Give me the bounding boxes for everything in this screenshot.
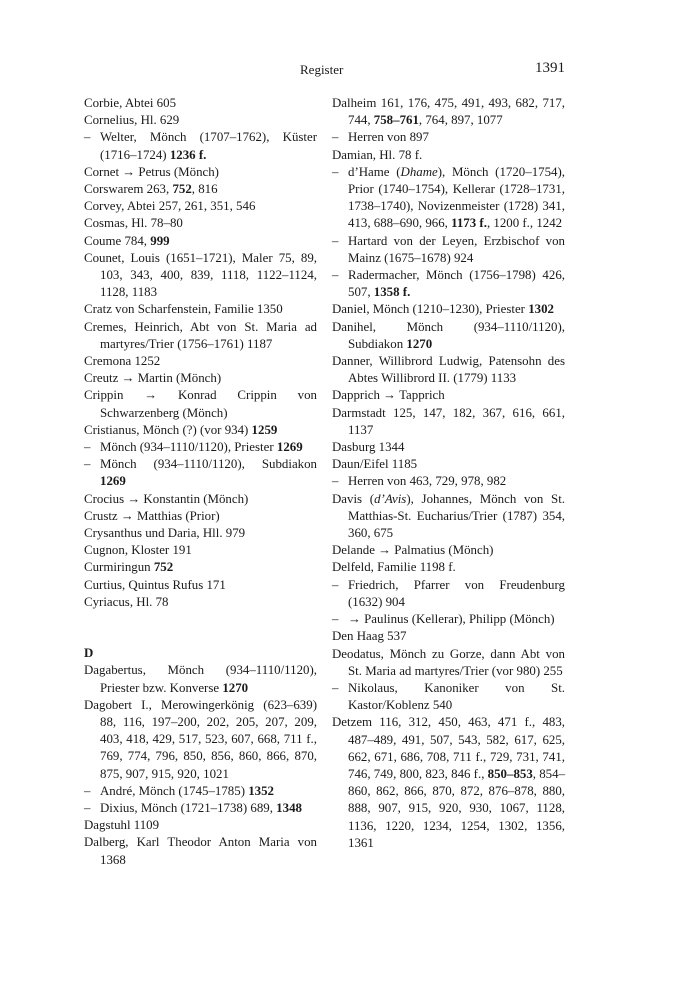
running-head: Register [300,62,344,77]
index-entry [84,95,317,112]
index-subentry: – d’Hame (Dhame), Mönch (1720–1754), Prior (1740–1754), Kellerar (1728–1731, 1738–1740), Novizenmeister (1728) 341, 413, 688–690, 966, 1173 f., 1200 f., 1242 [332,164,565,231]
entry-text: Crysanthus und Daria, Hll. 979 [84,526,246,541]
entry-text: Dalberg, Karl Theodor Anton Maria von 1368 [84,835,317,867]
index-entry [332,405,565,439]
entry-text: Dagabertus, Mönch (934–1110/1120), Priester bzw. Konverse 1270 [84,663,317,695]
index-entry [84,198,317,215]
index-entry [332,301,565,318]
index-entry [84,233,317,250]
index-subentry: – Friedrich, Pfarrer von Freudenburg (1632) 904 [332,577,565,609]
index-entry [84,697,317,783]
index-entry [332,456,565,473]
index-entry [332,714,565,852]
index-subentry: – Nikolaus, Kanoniker von St. Kastor/Koblenz 540 [332,680,565,713]
entry-text: Corswarem 263, 752, 816 [84,182,218,197]
index-entry [332,319,565,353]
index-entry [84,508,317,525]
entry-text: Welter, Mönch (1707–1762), Küster (1716–1724) 1236 f. [100,130,317,162]
index-column-right [332,95,565,852]
entry-text: Darmstadt 125, 147, 182, 367, 616, 661, 1137 [332,405,565,437]
entry-text: Danner, Willibrord Ludwig, Patensohn des Abtes Willibrord II. (1779) 1133 [332,354,565,386]
index-entry [84,250,317,302]
entry-text: Danihel, Mönch (934–1110/1120), Subdiakon 1270 [332,319,565,351]
entry-text: Curmiringun 752 [84,560,174,575]
entry-text: Mönch (934–1110/1120), Subdiakon 1269 [100,457,317,489]
index-entry [84,353,317,370]
entry-text: Dagstuhl 1109 [84,818,160,833]
index-entry [332,439,565,456]
entry-text: Cornet → Petrus (Mönch) [84,164,219,179]
index-entry [332,542,565,559]
index-entry [332,95,565,129]
entry-text: Dixius, Mönch (1721–1738) 689, 1348 [100,800,302,815]
index-entry [84,834,317,868]
section-heading: D [84,646,94,661]
index-entry [332,353,565,387]
entry-text: Cugnon, Kloster 191 [84,543,192,558]
index-entry [84,542,317,559]
entry-text: Daniel, Mönch (1210–1230), Priester 1302 [332,302,554,317]
entry-text: Cratz von Scharfenstein, Familie 1350 [84,302,283,317]
entry-text: Damian, Hl. 78 f. [332,147,423,162]
entry-text: André, Mönch (1745–1785) 1352 [100,783,274,798]
entry-text: Counet, Louis (1651–1721), Maler 75, 89, 103, 343, 400, 839, 1118, 1122–1124, 1128, 1183 [84,250,317,300]
entry-text: Delfeld, Familie 1198 f. [332,560,456,575]
entry-text: Corbie, Abtei 605 [84,96,177,110]
index-entry [84,301,317,318]
entry-text: Delande → Palmatius (Mönch) [332,543,494,558]
entry-text: Cremona 1252 [84,354,161,369]
index-subentry: – Herren von 897 [332,130,429,145]
entry-text: Dagobert I., Merowingerkönig (623–639) 88, 116, 197–200, 202, 205, 207, 209, 403, 418, 429, 517, 523, 607, 668, 711 f., 769, 774, 796, 850, 856, 860, 866, 870, 875, 907, 915, 920, 1021 [84,697,317,781]
entry-text: Dasburg 1344 [332,440,405,455]
index-entry [84,319,317,353]
entry-text: Dapprich → Tapprich [332,388,445,403]
page-number: 1391 [535,60,565,76]
entry-text: Cosmas, Hl. 78–80 [84,216,183,231]
index-entry [84,112,317,129]
index-entry [332,491,565,543]
index-entry [84,422,317,439]
entry-text: Cornelius, Hl. 629 [84,113,180,128]
entry-text: Nikolaus, Kanoniker von St. Kastor/Koblenz 540 [348,680,565,713]
index-entry [84,559,317,576]
index-entry [84,662,317,696]
index-entry [332,147,565,164]
index-entry [84,594,317,611]
entry-text: Hartard von der Leyen, Erzbischof von Mainz (1675–1678) 924 [348,233,565,265]
entry-text: Mönch (934–1110/1120), Priester 1269 [100,440,303,455]
entry-text: Cremes, Heinrich, Abt von St. Maria ad martyres/Trier (1756–1761) 1187 [84,319,317,351]
index-subentry: – Hartard von der Leyen, Erzbischof von Mainz (1675–1678) 924 [332,233,565,265]
index-entry [84,164,317,181]
index-entry [332,628,565,645]
entry-text: Crippin → Konrad Crippin von Schwarzenberg (Mönch) [84,388,317,420]
index-entry [332,646,565,680]
entry-text: Davis (d’Avis), Johannes, Mönch von St. Matthias-St. Eucharius/Trier (1787) 354, 360, 675 [332,491,566,541]
index-subentry: – Mönch (934–1110/1120), Priester 1269 [84,440,303,455]
entry-text: Friedrich, Pfarrer von Freudenburg (1632) 904 [348,577,565,609]
index-entry [84,817,317,834]
entry-text: Radermacher, Mönch (1756–1798) 426, 507, 1358 f. [348,268,565,300]
entry-text: Cyriacus, Hl. 78 [84,594,169,609]
entry-text: → Paulinus (Kellerar), Philipp (Mönch) [348,612,555,627]
entry-text: Deodatus, Mönch zu Gorze, dann Abt von St. Maria ad martyres/Trier (vor 980) 255 [332,646,565,678]
entry-text: Curtius, Quintus Rufus 171 [84,577,226,592]
entry-text: Herren von 463, 729, 978, 982 [348,474,507,489]
entry-text: Detzem 116, 312, 450, 463, 471 f., 483, 487–489, 491, 507, 543, 582, 617, 625, 662, 671, 686, 708, 711 f., 729, 731, 741, 746, 749, 800, 823, 846 f., 850–853, 854–860, 862, 866, 870, 872, 876–878, 880, 888, 907, 915, 920, 930, 1067, 1128, 1136, 1220, 1234, 1254, 1302, 1356, 1361 [332,715,566,850]
entry-text: Cristianus, Mönch (?) (vor 934) 1259 [84,422,278,437]
index-subentry: – André, Mönch (1745–1785) 1352 [84,783,274,798]
index-entry [84,370,317,387]
entry-text: Daun/Eifel 1185 [332,457,418,472]
entry-text: Crocius → Konstantin (Mönch) [84,491,249,506]
index-column-left [84,95,317,869]
index-subentry: – Dixius, Mönch (1721–1738) 689, 1348 [84,800,302,815]
entry-text: d’Hame (Dhame), Mönch (1720–1754), Prior (1740–1754), Kellerar (1728–1731, 1738–1740), Novizenmeister (1728) 341, 413, 688–690, 966, 1173 f., 1200 f., 1242 [348,164,565,231]
index-entry [84,577,317,594]
entry-text: Dalheim 161, 176, 475, 491, 493, 682, 717, 744, 758–761, 764, 897, 1077 [332,96,565,128]
entry-text: Creutz → Martin (Mönch) [84,371,222,386]
index-subentry: – Mönch (934–1110/1120), Subdiakon 1269 [84,457,317,489]
index-entry [84,215,317,232]
entry-text: Crustz → Matthias (Prior) [84,508,220,523]
index-entry [84,525,317,542]
index-entry [84,181,317,198]
index-entry [84,387,317,421]
index-entry [332,387,565,404]
entry-text: Coume 784, 999 [84,233,170,248]
entry-text: Den Haag 537 [332,629,407,644]
index-subentry: – Welter, Mönch (1707–1762), Küster (1716–1724) 1236 f. [84,130,317,162]
entry-text: Corvey, Abtei 257, 261, 351, 546 [84,199,256,214]
index-subentry: – → Paulinus (Kellerar), Philipp (Mönch) [332,612,555,627]
index-entry [332,559,565,576]
entry-text: Herren von 897 [348,130,429,145]
index-subentry: – Radermacher, Mönch (1756–1798) 426, 507, 1358 f. [332,268,565,300]
index-entry [84,491,317,508]
index-subentry: – Herren von 463, 729, 978, 982 [332,474,507,489]
